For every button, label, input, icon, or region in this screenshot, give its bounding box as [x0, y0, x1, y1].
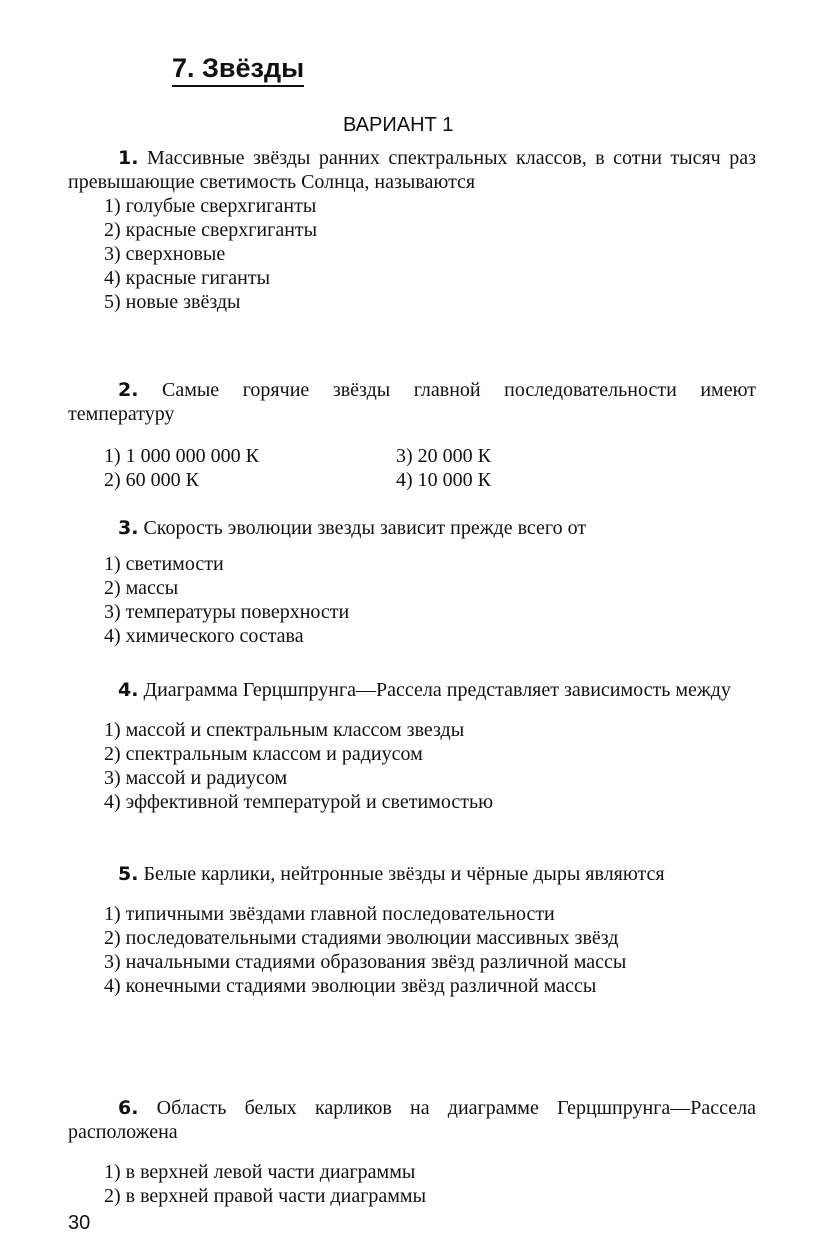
question-stem: [68, 862, 756, 886]
question-number: 1.: [118, 147, 139, 169]
option: 3) начальными стадиями образования звёзд различной массы: [104, 951, 627, 973]
option: 1) типичными звёздами главной последовательности: [104, 903, 555, 925]
option: 5) новые звёзды: [104, 291, 241, 313]
question-number: 6.: [118, 1097, 139, 1119]
question-text: Самые горячие звёзды главной последовательности имеют температуру: [68, 379, 757, 425]
options-list: [68, 902, 756, 998]
question-3: [68, 516, 756, 648]
option: 1) массой и спектральным классом звезды: [104, 719, 465, 741]
section-title: 7. Звёзды: [172, 52, 304, 87]
options-list: [68, 552, 756, 648]
option: 3) сверхновые: [104, 243, 226, 265]
question-text: Диаграмма Герцшпрунга—Рассела представляет зависимость между: [143, 679, 731, 701]
option: 4) конечными стадиями эволюции звёзд различной массы: [104, 975, 597, 997]
variant-label: ВАРИАНТ 1: [343, 114, 454, 136]
question-6: [68, 1096, 756, 1208]
option: 4) красные гиганты: [104, 267, 271, 289]
option: 2) массы: [104, 577, 179, 599]
option: 4) химического состава: [104, 625, 304, 647]
question-stem: [68, 146, 756, 194]
question-1: [68, 146, 756, 314]
option: 1) светимости: [104, 553, 224, 575]
option: 3) 20 000 К: [396, 445, 491, 467]
option: 2) в верхней правой части диаграммы: [104, 1185, 427, 1207]
options-grid: [68, 444, 756, 492]
question-number: 5.: [118, 863, 139, 885]
question-stem: [68, 678, 756, 702]
question-2: [68, 378, 756, 492]
question-number: 2.: [118, 379, 139, 401]
question-text: Белые карлики, нейтронные звёзды и чёрные дыры являются: [143, 863, 665, 885]
page-number: 30: [68, 1212, 91, 1234]
option: 3) температуры поверхности: [104, 601, 350, 623]
question-stem: [68, 516, 756, 540]
question-number: 4.: [118, 679, 139, 701]
question-5: [68, 862, 756, 998]
question-number: 3.: [118, 517, 139, 539]
option-clipped: 1) голубые сверхгиганты: [104, 195, 317, 217]
option: 4) эффективной температурой и светимостью: [104, 791, 494, 813]
options-list: [68, 195, 756, 314]
question-stem: [68, 378, 756, 426]
option: 2) красные сверхгиганты: [104, 219, 318, 241]
question-4: [68, 678, 756, 814]
options-list: [68, 1160, 756, 1208]
option: 2) спектральным классом и радиусом: [104, 743, 423, 765]
option: 1) 1 000 000 000 К: [104, 445, 259, 467]
option: 3) массой и радиусом: [104, 767, 288, 789]
question-text: Скорость эволюции звезды зависит прежде всего от: [143, 517, 587, 539]
option: 1) в верхней левой части диаграммы: [104, 1161, 416, 1183]
option: 4) 10 000 К: [396, 469, 491, 491]
question-text: Область белых карликов на диаграмме Герцшпрунга—Рассела расположена: [68, 1097, 757, 1143]
options-list: [68, 718, 756, 814]
question-stem: [68, 1096, 756, 1144]
question-text: Массивные звёзды ранних спектральных классов, в сотни тысяч раз превышающие светимость Солнца, называются: [68, 147, 756, 193]
option: 2) 60 000 К: [104, 469, 199, 491]
option: 2) последовательными стадиями эволюции массивных звёзд: [104, 927, 619, 949]
